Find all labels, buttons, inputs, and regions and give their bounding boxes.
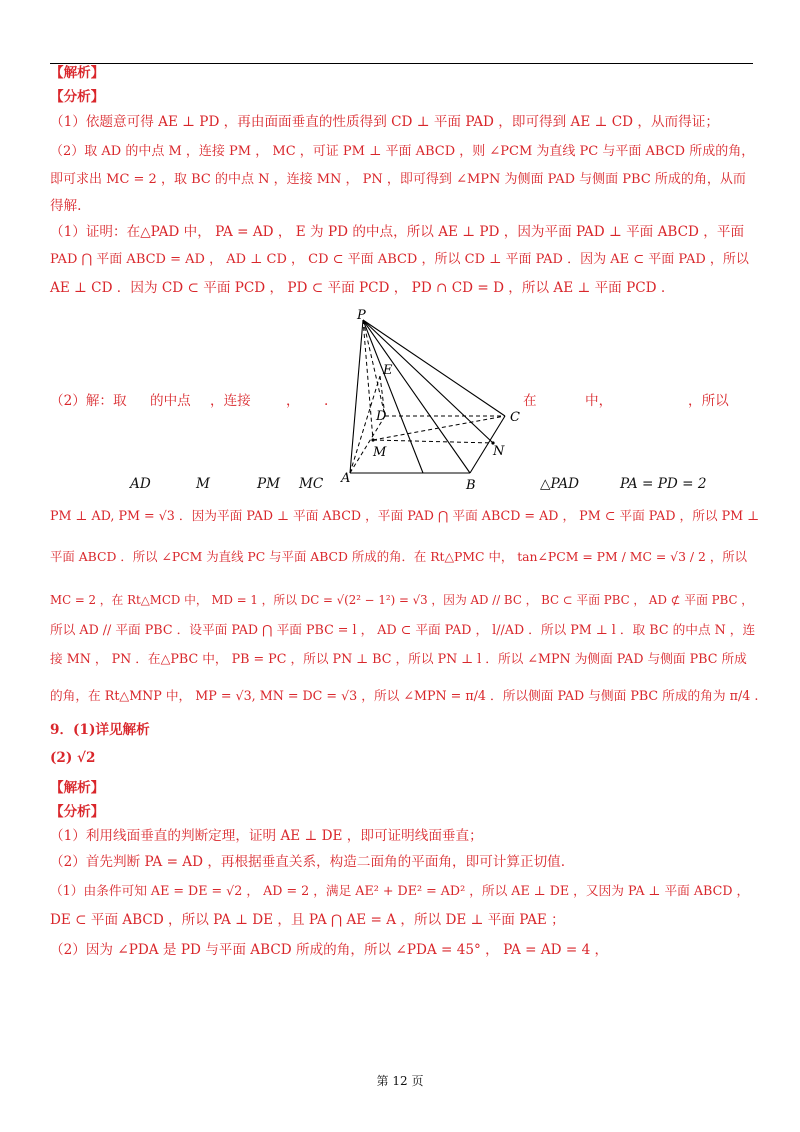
math-fragment: PM (257, 476, 281, 492)
analysis-header: 【解析】 (50, 65, 105, 81)
text-fragment: ， (286, 393, 300, 409)
text-fragment: 中， (585, 393, 613, 409)
text-line: 即可求出 MC = 2 ，取 BC 的中点 N ，连接 MN ， PN ，即可得到 ∠MPN 为侧面 PAD 与侧面 PBC 所成的角，从而 (50, 172, 746, 187)
point-M (371, 438, 374, 441)
text-line: 所以 AD // 平面 PBC ．设平面 PAD ⋂ 平面 PBC = l ， AD ⊂ 平面 PAD ， l//AD ．所以 PM ⊥ l ．取 BC 的中点 N ，连 (50, 622, 756, 637)
page-number: 第 12 页 (376, 1074, 424, 1088)
edge-PM (363, 320, 373, 440)
label-P: P (357, 308, 366, 323)
label-N: N (493, 444, 505, 459)
label-C: C (510, 410, 520, 425)
text-line: （2）取 AD 的中点 M ，连接 PM ， MC ，可证 PM ⊥ 平面 ABCD ，则 ∠PCM 为直线 PC 与平面 ABCD 所成的角， (50, 144, 755, 159)
text-line: 平面 ABCD ．所以 ∠PCM 为直线 PC 与平面 ABCD 所成的角．在 Rt△PMC 中， tan∠PCM = PM / MC = √3 / 2 ，所以 (50, 549, 748, 564)
edge-MN (373, 440, 493, 443)
math-fragment: PA = PD = 2 (620, 476, 707, 492)
label-M: M (373, 445, 387, 460)
text-fragment: 的中点 (150, 393, 191, 409)
text-fragment: （2）解：取 (50, 393, 127, 409)
question-answer: 9．(1)详见解析 (50, 722, 150, 738)
edge-PN (363, 320, 493, 443)
text-line: 的角，在 Rt△MNP 中， MP = √3, MN = DC = √3 ，所以 ∠MPN = π/4 ．所以侧面 PAD 与侧面 PBC 所成的角为 π/4 . (50, 688, 759, 703)
text-line: 得解. (50, 198, 82, 214)
math-fragment: AD (130, 476, 151, 492)
label-D: D (376, 409, 387, 424)
edge-inner (363, 320, 423, 473)
top-rule (50, 63, 753, 64)
pyramid-figure (335, 308, 535, 493)
text-line: （2）因为 ∠PDA 是 PD 与平面 ABCD 所成的角，所以 ∠PDA = 45° ， PA = AD = 4 ， (50, 942, 609, 958)
analysis-subheader: 【分析】 (50, 89, 105, 105)
text-line: PAD ⋂ 平面 ABCD = AD ， AD ⊥ CD ， CD ⊂ 平面 ABCD ，所以 CD ⊥ 平面 PAD ．因为 AE ⊂ 平面 PAD ，所以 (50, 252, 749, 267)
text-line: （2）首先判断 PA = AD ，再根据垂直关系，构造二面角的平面角，即可计算正切值. (50, 854, 566, 870)
math-fragment: △PAD (540, 476, 580, 492)
text-line: MC = 2 ，在 Rt△MCD 中， MD = 1 ，所以 DC = √(2² − 1²) = √3 ，因为 AD // BC ， BC ⊂ 平面 PBC ， AD ⊄ 平面 PBC ， (50, 593, 754, 607)
math-fragment: M (196, 476, 210, 492)
text-line: AE ⊥ CD ．因为 CD ⊂ 平面 PCD ， PD ⊂ 平面 PCD ， PD ∩ CD = D ，所以 AE ⊥ 平面 PCD . (50, 280, 666, 296)
text-fragment: 在 (523, 393, 537, 409)
text-line: （1）利用线面垂直的判断定理，证明 AE ⊥ DE ，即可证明线面垂直； (50, 828, 483, 844)
text-fragment: . (324, 393, 329, 409)
label-A: A (341, 471, 351, 486)
edge-PA (350, 320, 363, 473)
text-line: PM ⊥ AD, PM = √3 ．因为平面 PAD ⊥ 平面 ABCD ，平面 PAD ⋂ 平面 ABCD = AD ， PM ⊂ 平面 PAD ，所以 PM ⊥ (50, 508, 760, 523)
label-E: E (383, 363, 393, 378)
text-fragment: ，连接 (210, 393, 251, 409)
text-line: （1）证明：在△PAD 中， PA = AD ， E 为 PD 的中点，所以 AE ⊥ PD ，因为平面 PAD ⊥ 平面 ABCD ，平面 (50, 224, 745, 240)
analysis-subheader: 【分析】 (50, 804, 105, 820)
text-line: （1）由条件可知 AE = DE = √2 ， AD = 2 ，满足 AE² + DE² = AD² ，所以 AE ⊥ DE ，又因为 PA ⊥ 平面 ABCD ， (50, 883, 750, 898)
text-line: 接 MN ， PN ．在△PBC 中， PB = PC ，所以 PN ⊥ BC ，所以 PN ⊥ l ．所以 ∠MPN 为侧面 PAD 与侧面 PBC 所成 (50, 651, 747, 666)
text-line: DE ⊂ 平面 ABCD ，所以 PA ⊥ DE ，且 PA ⋂ AE = A ，所以 DE ⊥ 平面 PAE ； (50, 912, 565, 928)
question-answer: (2) √2 (50, 750, 96, 766)
label-B: B (466, 478, 476, 493)
math-fragment: MC (299, 476, 324, 492)
text-fragment: ，所以 (688, 393, 729, 409)
analysis-header: 【解析】 (50, 780, 105, 796)
text-line: （1）依题意可得 AE ⊥ PD ，再由面面垂直的性质得到 CD ⊥ 平面 PAD ，即可得到 AE ⊥ CD ，从而得证； (50, 114, 719, 130)
